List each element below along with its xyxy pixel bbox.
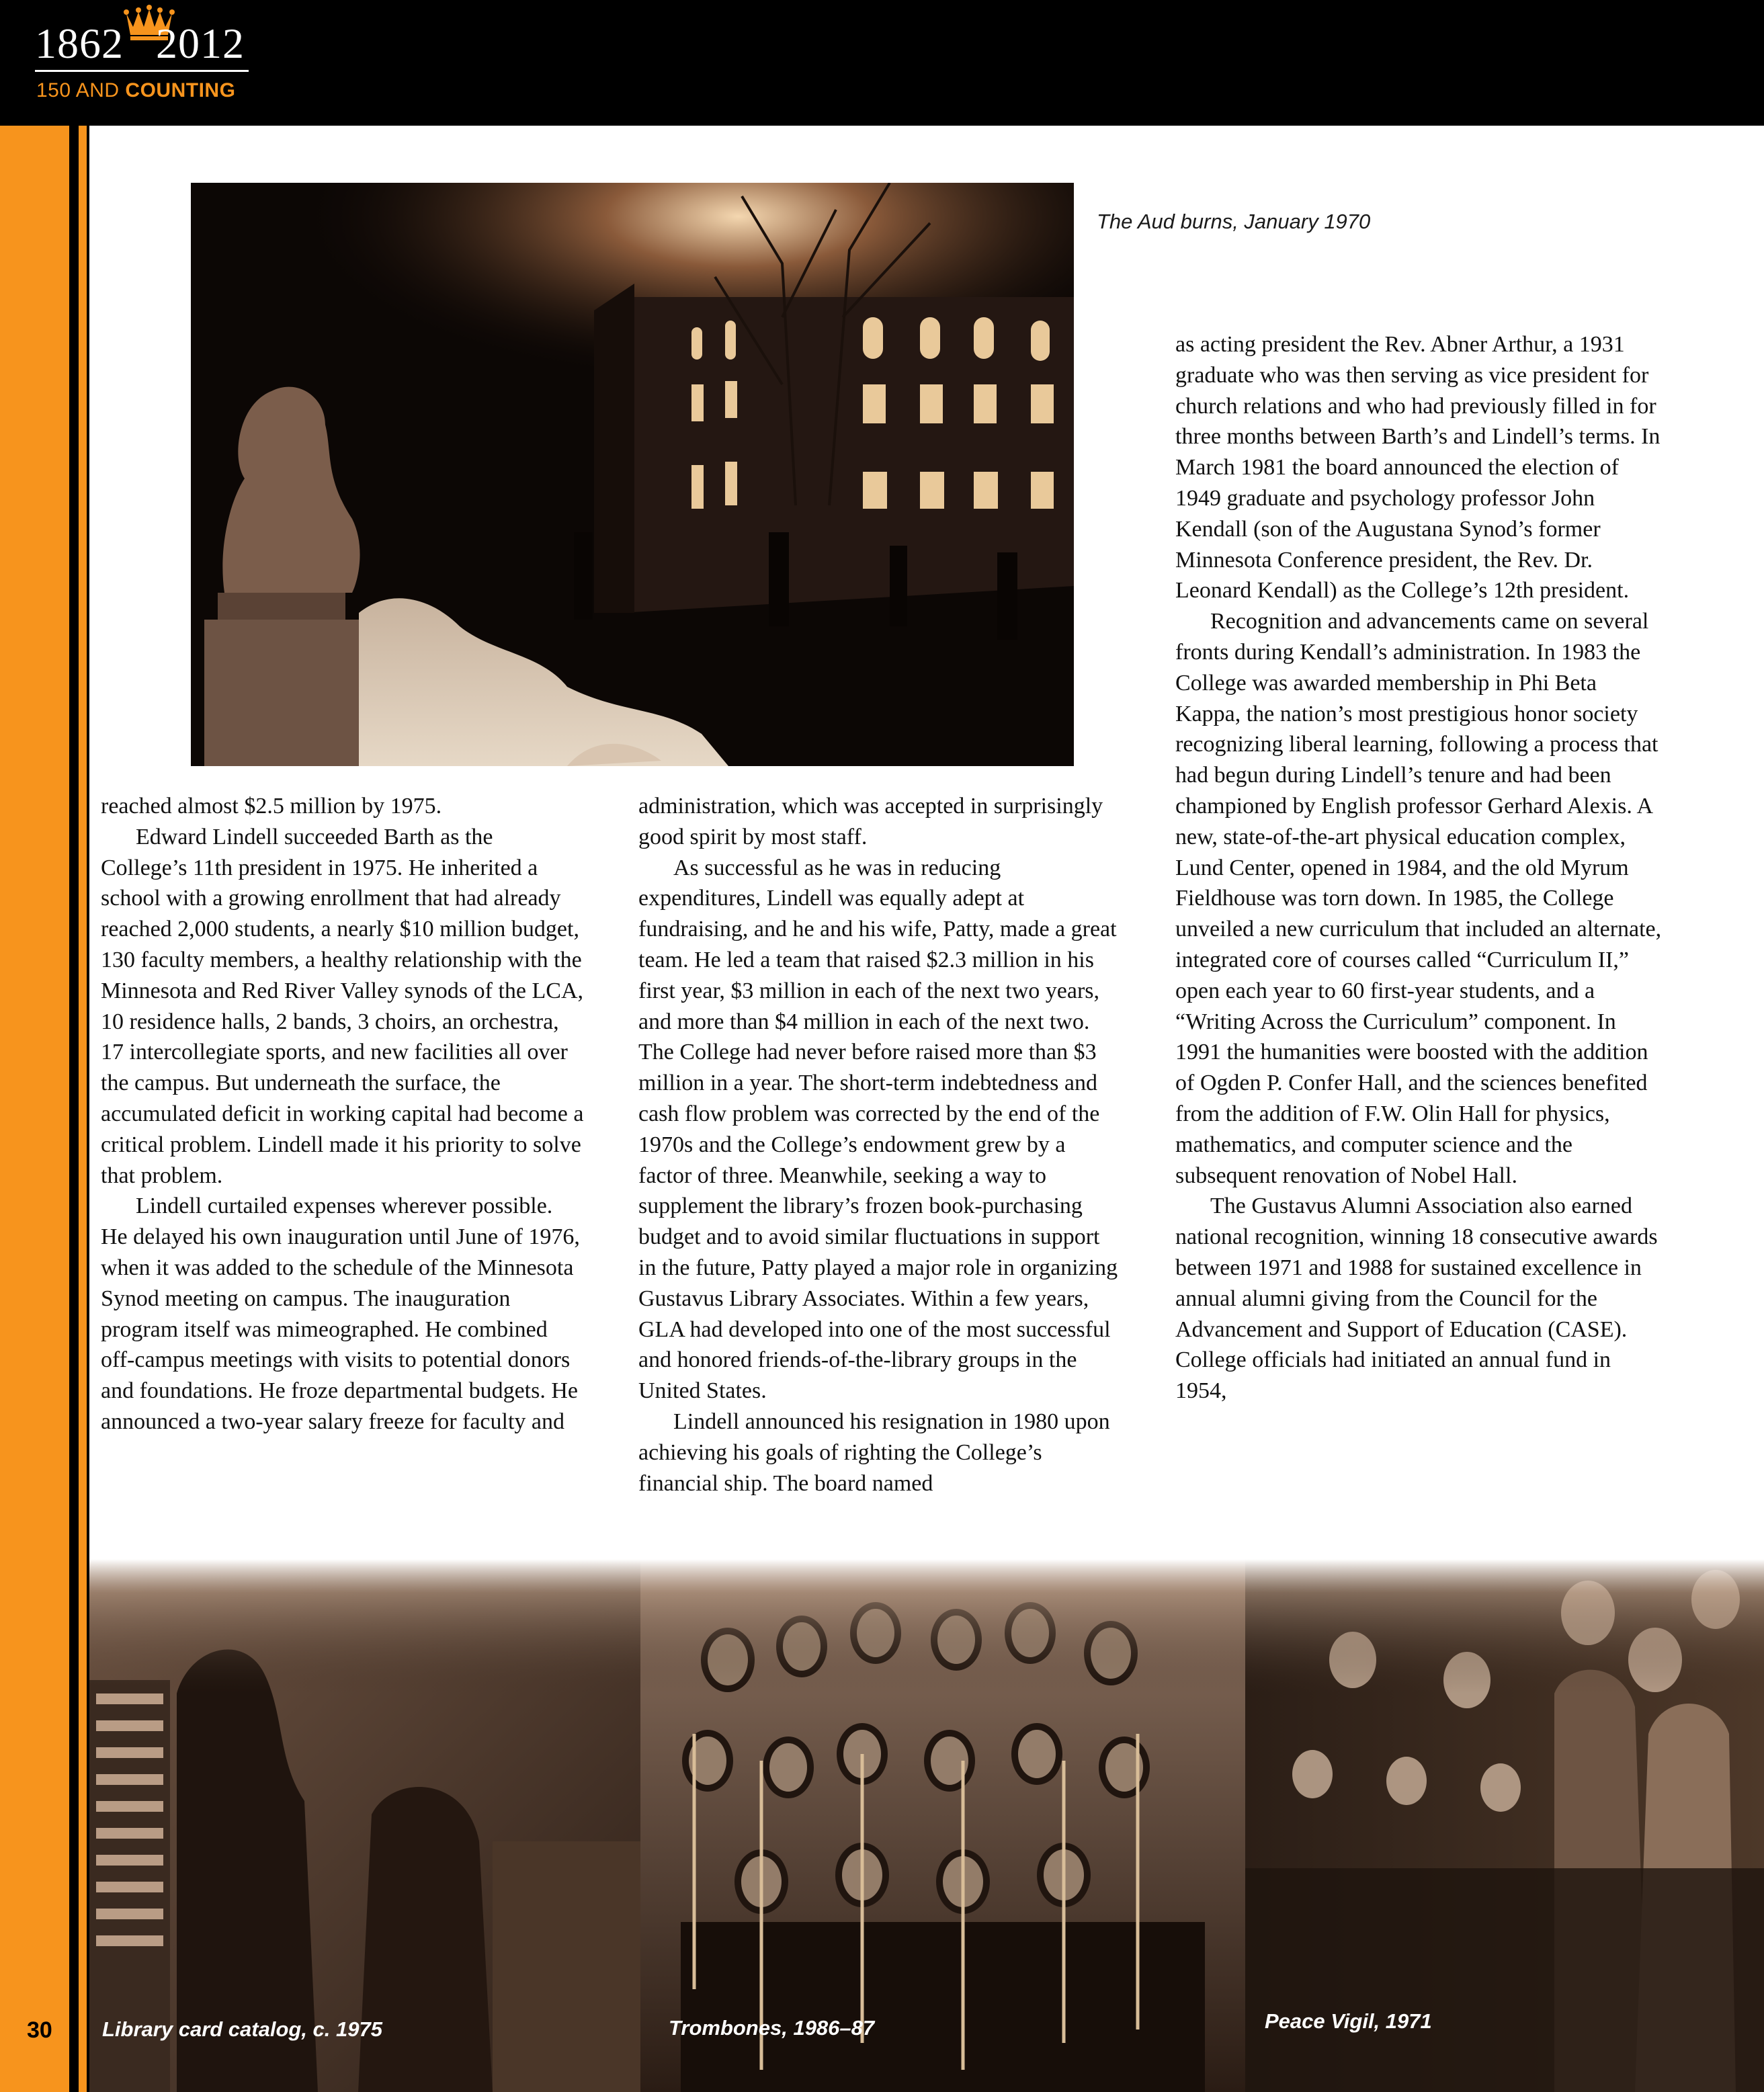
article-column-1 xyxy=(101,791,585,1437)
paragraph: administration, which was accepted in surprisingly good spirit by most staff. xyxy=(638,794,1103,849)
caption-library: Library card catalog, c. 1975 xyxy=(102,2017,382,2041)
paragraph: Recognition and advancements came on several fronts during Kendall’s administration. In 1983 the College was awarded membership in Phi Beta Kappa, the nation’s most prestigious honor society recognizing liberal learning, following a process that had begun during Lindell’s tenure and had been championed by English professor Gerhard Alexis. A new, state-of-the-art physical education complex, Lund Center, opened in 1984, and the old Myrum Fieldhouse was torn down. In 1985, the College unveiled a new curriculum that included an alternate, integrated core of courses called “Curriculum II,” open each year to 60 first-year students, and a “Writing Across the Curriculum” component. In 1991 the humanities were boosted with the addition of Ogden P. Confer Hall, and the sciences benefited from the addition of F.W. Olin Hall for physics, mathematics, and computer science and the subsequent renovation of Nobel Hall. xyxy=(1175,609,1662,1188)
logo-divider xyxy=(35,70,249,72)
tagline-bold: COUNTING xyxy=(125,79,236,101)
paragraph: Edward Lindell succeeded Barth as the College’s 11th president in 1975. He inherited a school with a growing enrollment that had already reached 2,000 students, a nearly $10 million budget, 130 faculty members, a healthy relationship with the Minnesota and Red River Valley synods of the LCA, 10 residence halls, 2 bands, 3 choirs, an orchestra, 17 intercollegiate sports, and new facilities all over the campus. But underneath the surface, the accumulated deficit in working capital had become a critical problem. Lindell made it his priority to solve that problem. xyxy=(101,824,584,1188)
article-column-2 xyxy=(638,791,1122,1499)
article-column-3 xyxy=(1175,329,1666,1407)
anniversary-years xyxy=(35,19,245,69)
paragraph: Lindell curtailed expenses wherever possible. He delayed his own inauguration until June of 1976, when it was added to the schedule of the Minnesota Synod meeting on campus. The inauguration program itself was mimeographed. He combined off-campus meetings with visits to potential donors and foundations. He froze departmental budgets. He announced a two-year salary freeze for faculty and xyxy=(101,1194,580,1434)
page-number: 30 xyxy=(27,2017,52,2043)
aud-fire-illustration xyxy=(191,183,1074,766)
photo-collage-strip xyxy=(89,1559,1764,2092)
left-accent-stripe-inner xyxy=(79,126,87,2092)
left-divider-stripe xyxy=(69,126,79,2092)
photo-aud-fire xyxy=(191,183,1074,766)
paragraph: as acting president the Rev. Abner Arthur, a 1931 graduate who was then serving as vice president for church relations and who had previously filled in for three months between Barth’s and Lindell’s terms. In March 1981 the board announced the election of 1949 graduate and psychology professor John Kendall (son of the Augustana Synod’s former Minnesota Conference president, the Rev. Dr. Leonard Kendall) as the College’s 12th president. xyxy=(1175,332,1661,603)
paragraph: Lindell announced his resignation in 1980 upon achieving his goals of righting the College’s financial ship. The board named xyxy=(638,1409,1110,1496)
year-start: 1862 xyxy=(35,19,124,67)
masthead-bar xyxy=(0,0,1764,126)
year-end: 2012 xyxy=(156,19,245,67)
paragraph: The Gustavus Alumni Association also earned national recognition, winning 18 consecutive awards between 1971 and 1988 for sustained excellence in annual alumni giving from the Council for the Advancement and Support of Education (CASE). College officials had initiated an annual fund in 1954, xyxy=(1175,1194,1658,1404)
caption-trombones: Trombones, 1986–87 xyxy=(669,2016,875,2040)
caption-aud-fire: The Aud burns, January 1970 xyxy=(1097,210,1371,233)
left-accent-stripe xyxy=(0,126,69,2092)
paragraph: As successful as he was in reducing expenditures, Lindell was equally adept at fundraising, and he and his wife, Patty, made a great team. He led a team that raised $2.3 million in his first year, $3 million in each of the next two years, and more than $4 million in each of the next two. The College had never before raised more than $3 million in a year. The short-term indebtedness and cash flow problem was corrected by the end of the 1970s and the College’s endowment grew by a factor of three. Meanwhile, seeking a way to supplement the library’s frozen book-purchasing budget and to avoid similar fluctuations in support in the future, Patty played a major role in organizing Gustavus Library Associates. Within a few years, GLA had developed into one of the most successful and honored friends-of-the-library groups in the United States. xyxy=(638,855,1118,1404)
caption-peace-vigil: Peace Vigil, 1971 xyxy=(1265,2009,1432,2033)
paragraph: reached almost $2.5 million by 1975. xyxy=(101,794,442,819)
photo-collage-illustration xyxy=(89,1559,1764,2092)
anniversary-tagline xyxy=(36,79,235,102)
tagline-plain: 150 AND xyxy=(36,79,120,101)
